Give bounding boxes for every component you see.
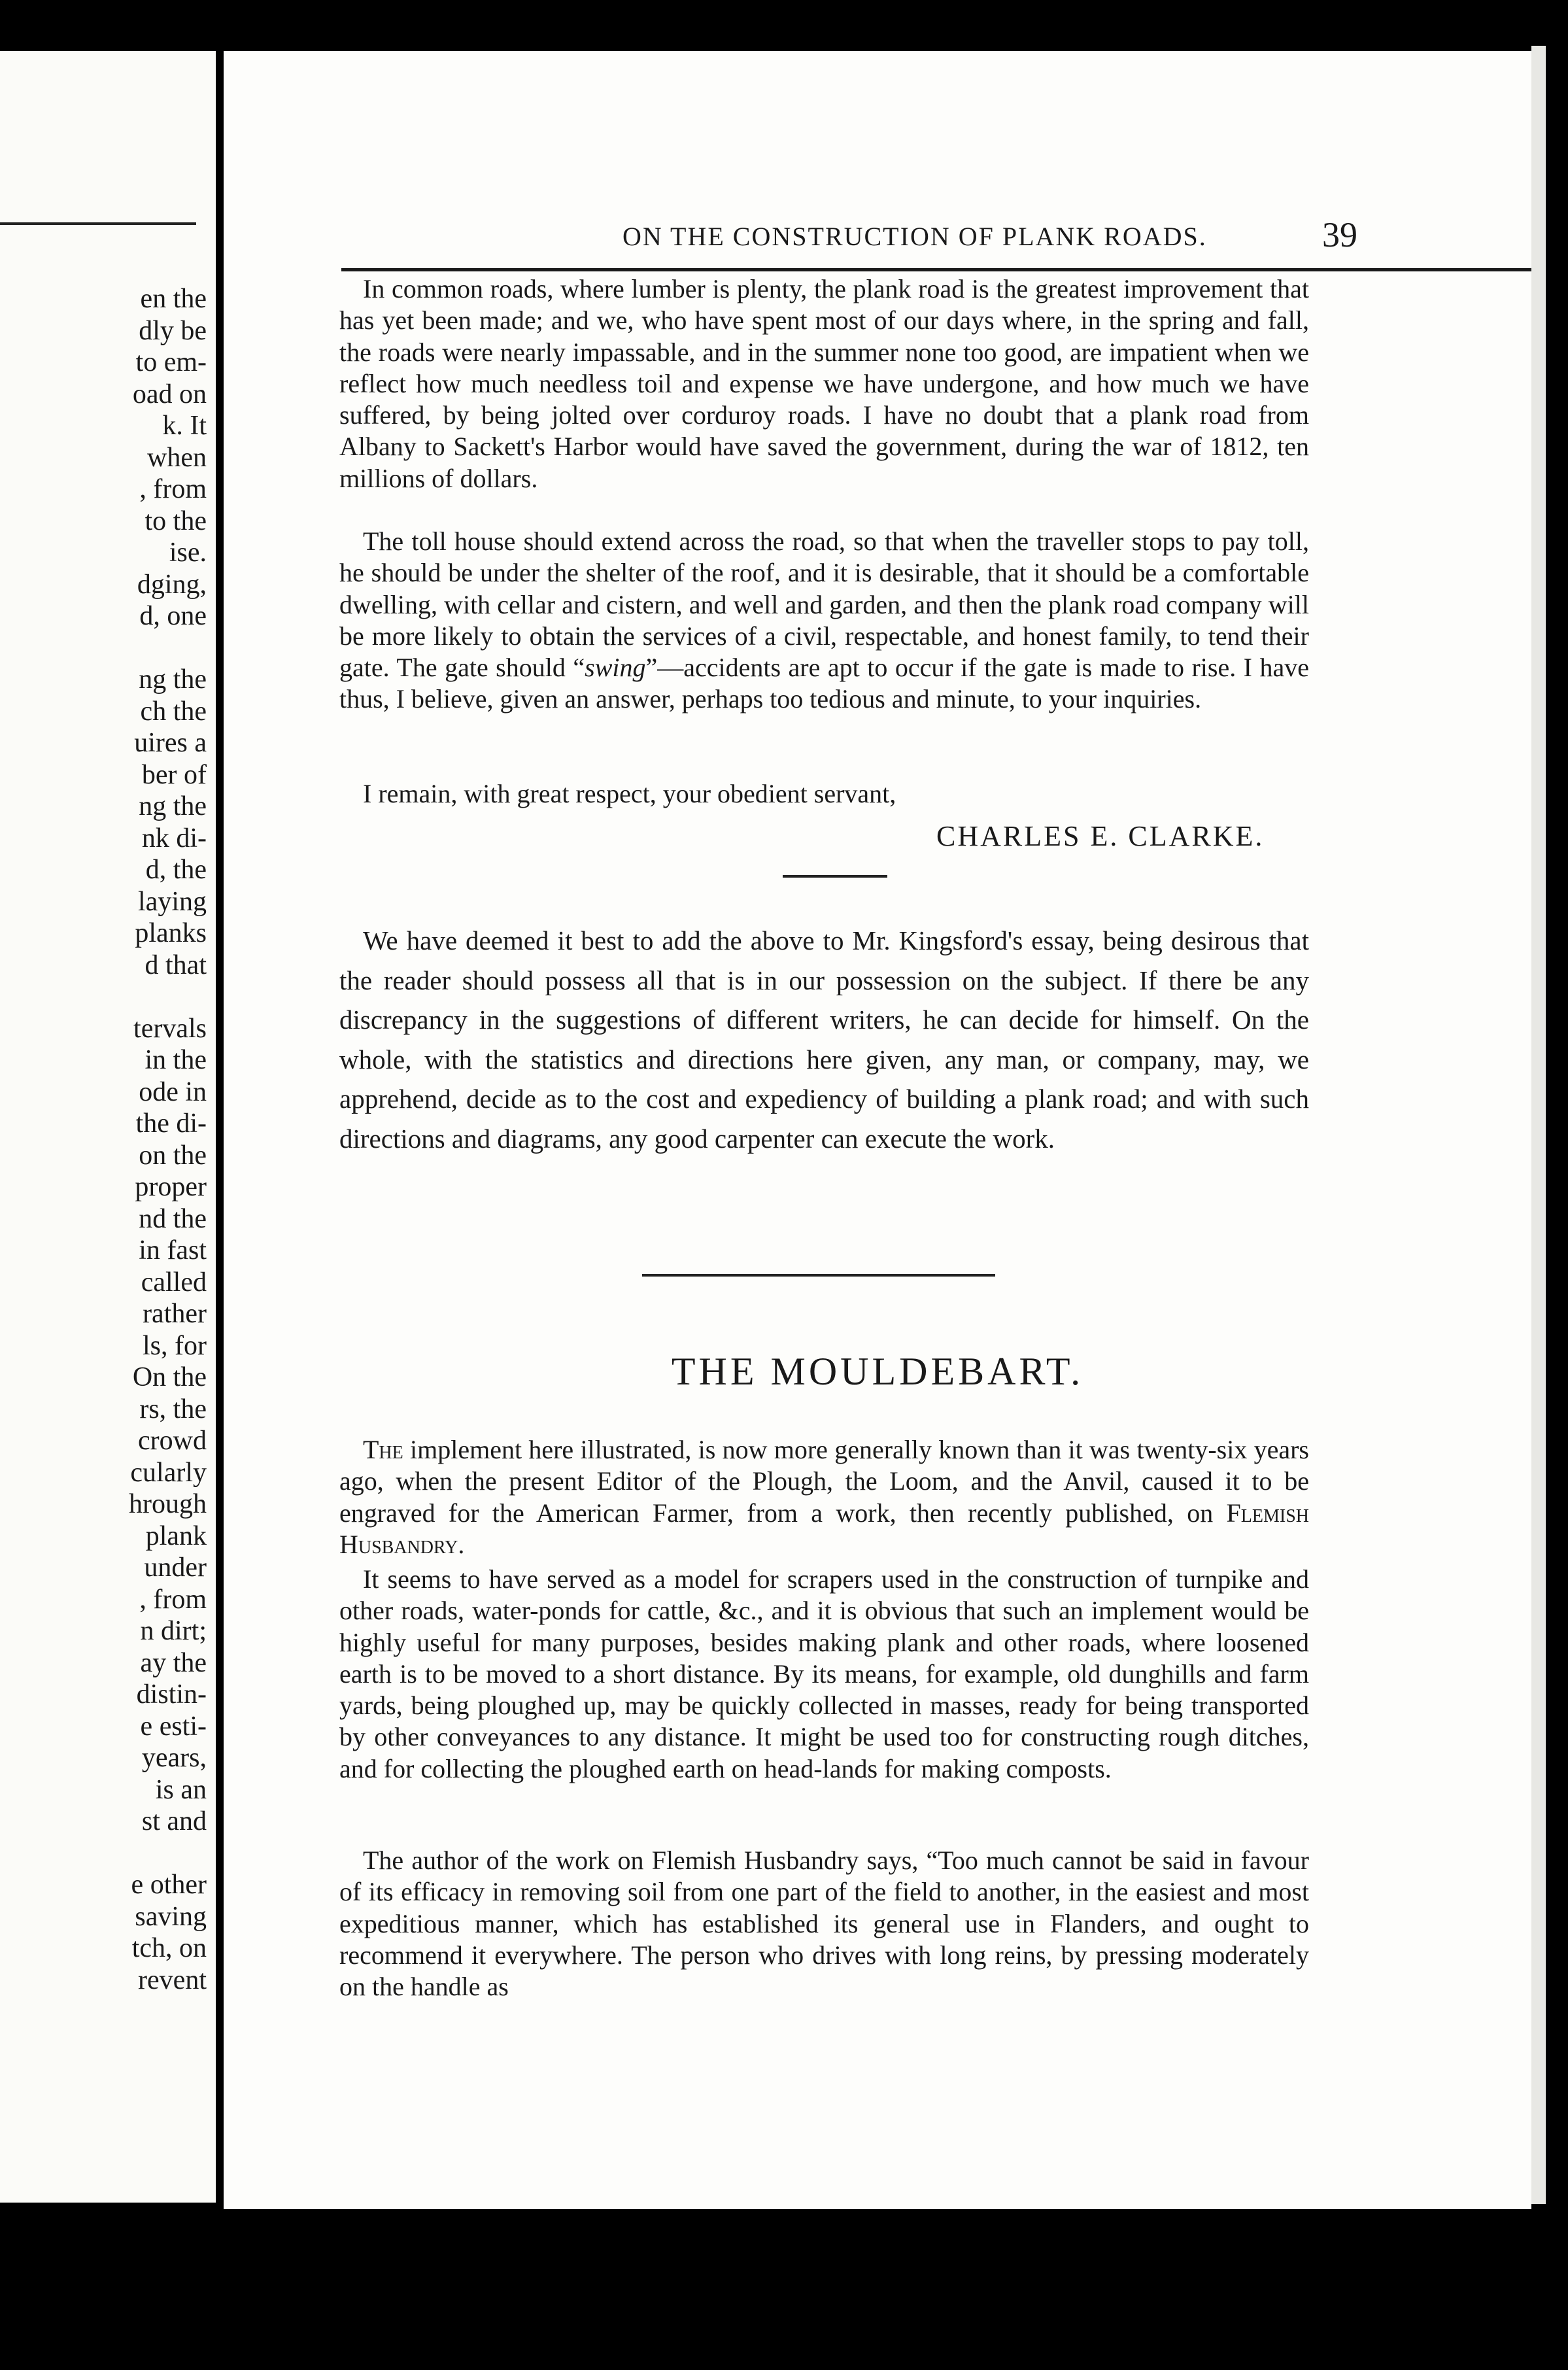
facing-page-line: ng the xyxy=(139,664,207,695)
book-page xyxy=(224,51,1531,2209)
section-book-title: Flemish Husbandry xyxy=(339,1498,1309,1559)
facing-page-line: nk di- xyxy=(141,823,207,853)
letter-paragraph-2-emphasis: swing xyxy=(585,653,646,683)
facing-page-line: e other xyxy=(131,1870,207,1900)
section-paragraph-1-text: implement here illustrated, is now more generally known than it was twenty-six years ago, when the present Editor of the Plough, the Loom, and the Anvil, caused it to be engraved for the American Farmer, from a work, then recently published, on xyxy=(339,1435,1309,1528)
letter-paragraph-2-text-b: ”—accidents are apt to occur if the gate is made to rise. I have thus, I believe, given an answer, perhaps too tedious and minute, to your inquiries. xyxy=(339,653,1310,714)
facing-page-line: rs, the xyxy=(139,1394,207,1424)
section-divider-long xyxy=(642,1274,995,1277)
facing-page-line: ay the xyxy=(140,1647,207,1678)
facing-page-line: oad on xyxy=(132,379,207,409)
letter-closing: I remain, with great respect, your obedient servant, xyxy=(363,779,896,808)
facing-page-line: to em- xyxy=(135,347,207,377)
facing-page-line: d, the xyxy=(145,855,207,885)
facing-page-line: the di- xyxy=(135,1108,207,1139)
facing-page-line: , from xyxy=(139,474,207,504)
facing-page-line: ode in xyxy=(139,1076,207,1107)
running-head: ON THE CONSTRUCTION OF PLANK ROADS. xyxy=(622,222,1207,251)
header-rule xyxy=(341,268,1531,271)
facing-page-line: nd the xyxy=(139,1203,207,1234)
facing-page-line: revent xyxy=(138,1965,207,1995)
editor-note: We have deemed it best to add the above to Mr. Kingsford's essay, being desirous that the reader should possess all that is in our possession on the subject. If there be any discrepancy in the suggestions of different writers, he can decide for himself. On the whole, with the statistics and directions here given, any man, or company, may, we apprehend, decide as to the cost and expediency of building a plank road; and with such directions and diagrams, any good carpenter can execute the work. xyxy=(339,925,1309,1154)
facing-page-line: crowd xyxy=(138,1426,207,1456)
facing-page-line: under xyxy=(144,1553,207,1583)
letter-paragraph-1: In common roads, where lumber is plenty, the plank road is the greatest improvement that has yet been made; and we, who have spent most of our days where, in the spring and fall, the roads were nearly impassable, and in the summer none too good, are impatient when we reflect how much needless toil and expense we have undergone, and how much we have suffered, by being jolted over corduroy roads. I have no doubt that a plank road from Albany to Sackett's Harbor would have saved the government, during the war of 1812, ten millions of dollars. xyxy=(339,274,1309,493)
letter-paragraph-2-text-a: The toll house should extend across the road, so that when the traveller stops to pay toll, he should be under the shelter of the roof, and it is desirable, that it should be a comfortable dwelling, with cellar and cistern, and well and garden, and then the plank road company will be more likely to obtain the services of a civil, respectable, and honest family, to tend their gate. The gate should “ xyxy=(339,526,1309,683)
facing-page-line: called xyxy=(141,1267,207,1297)
page-number: 39 xyxy=(1322,215,1357,254)
facing-page-line: ber of xyxy=(141,759,207,790)
facing-page-line: On the xyxy=(132,1362,207,1392)
section-lead-word: The xyxy=(363,1435,403,1464)
facing-page-line: ls, for xyxy=(143,1330,207,1361)
facing-page-line: when xyxy=(147,442,207,473)
section-divider-short xyxy=(783,875,887,878)
facing-page-line: is an xyxy=(155,1774,207,1805)
page-header xyxy=(341,215,1531,267)
facing-page-line: uires a xyxy=(134,728,207,758)
facing-page-line: tch, on xyxy=(131,1933,207,1963)
facing-page-line: in the xyxy=(145,1045,207,1075)
letter-signature: CHARLES E. CLARKE. xyxy=(936,820,1265,852)
facing-page-line: cularly xyxy=(130,1457,207,1488)
facing-page-line: en the xyxy=(140,284,207,314)
facing-page-line: planks xyxy=(135,918,207,948)
facing-page-line: laying xyxy=(138,886,207,917)
facing-page-line: ise. xyxy=(169,538,207,568)
facing-page-line: in fast xyxy=(139,1235,207,1265)
section-paragraph-1-end: . xyxy=(458,1529,465,1559)
facing-page-line: saving xyxy=(135,1901,207,1932)
facing-page-rule xyxy=(0,222,196,225)
facing-page-line: proper xyxy=(135,1172,207,1202)
facing-page-line: ch the xyxy=(140,696,207,727)
facing-page-line: rather xyxy=(143,1299,207,1329)
facing-page-line: distin- xyxy=(136,1679,207,1709)
facing-page-line: tervals xyxy=(133,1013,207,1044)
section-title: THE MOULDEBART. xyxy=(671,1350,1084,1393)
facing-page-line: , from xyxy=(139,1584,207,1615)
section-paragraph-2: It seems to have served as a model for scrapers used in the construction of turnpike and other roads, water-ponds for cattle, &c., and it is obvious that such an implement would be highly useful for many purposes, besides making plank and other roads, where loosened earth is to be moved to a short distance. By its means, for example, old dunghills and farm yards, being ploughed up, may be quickly collected in masses, ready for being transported by other conveyances to any distance. It might be used too for constructing rough ditches, and for collecting the ploughed earth on head-lands for making composts. xyxy=(339,1564,1309,1783)
facing-page-line: plank xyxy=(145,1520,207,1551)
facing-page-line: k. It xyxy=(162,411,207,441)
facing-page-line: years, xyxy=(141,1743,207,1773)
facing-page-line: d that xyxy=(145,950,207,980)
page-edge xyxy=(1531,46,1546,2204)
facing-page-line: st and xyxy=(141,1806,207,1836)
facing-page-line: dly be xyxy=(139,315,207,346)
facing-page-line: hrough xyxy=(129,1489,207,1519)
letter-paragraph-2 xyxy=(339,526,1309,715)
facing-page-line: d, one xyxy=(139,601,207,631)
facing-page-line: to the xyxy=(145,506,207,536)
facing-page-fragment xyxy=(0,51,216,2203)
facing-page-line: ng the xyxy=(139,791,207,821)
facing-page-line: e esti- xyxy=(140,1711,207,1742)
facing-page-line: on the xyxy=(139,1140,207,1171)
facing-page-line: n dirt; xyxy=(140,1616,207,1646)
section-paragraph-3: The author of the work on Flemish Husbandry says, “Too much cannot be said in favour of its efficacy in removing soil from one part of the field to another, in the easiest and most expeditious manner, which has established its general use in Flanders, and ought to recommend it everywhere. The person who drives with long reins, by pressing moderately on the handle as xyxy=(339,1846,1309,2002)
section-paragraph-1 xyxy=(339,1434,1309,1560)
facing-page-line: dging, xyxy=(137,569,207,600)
